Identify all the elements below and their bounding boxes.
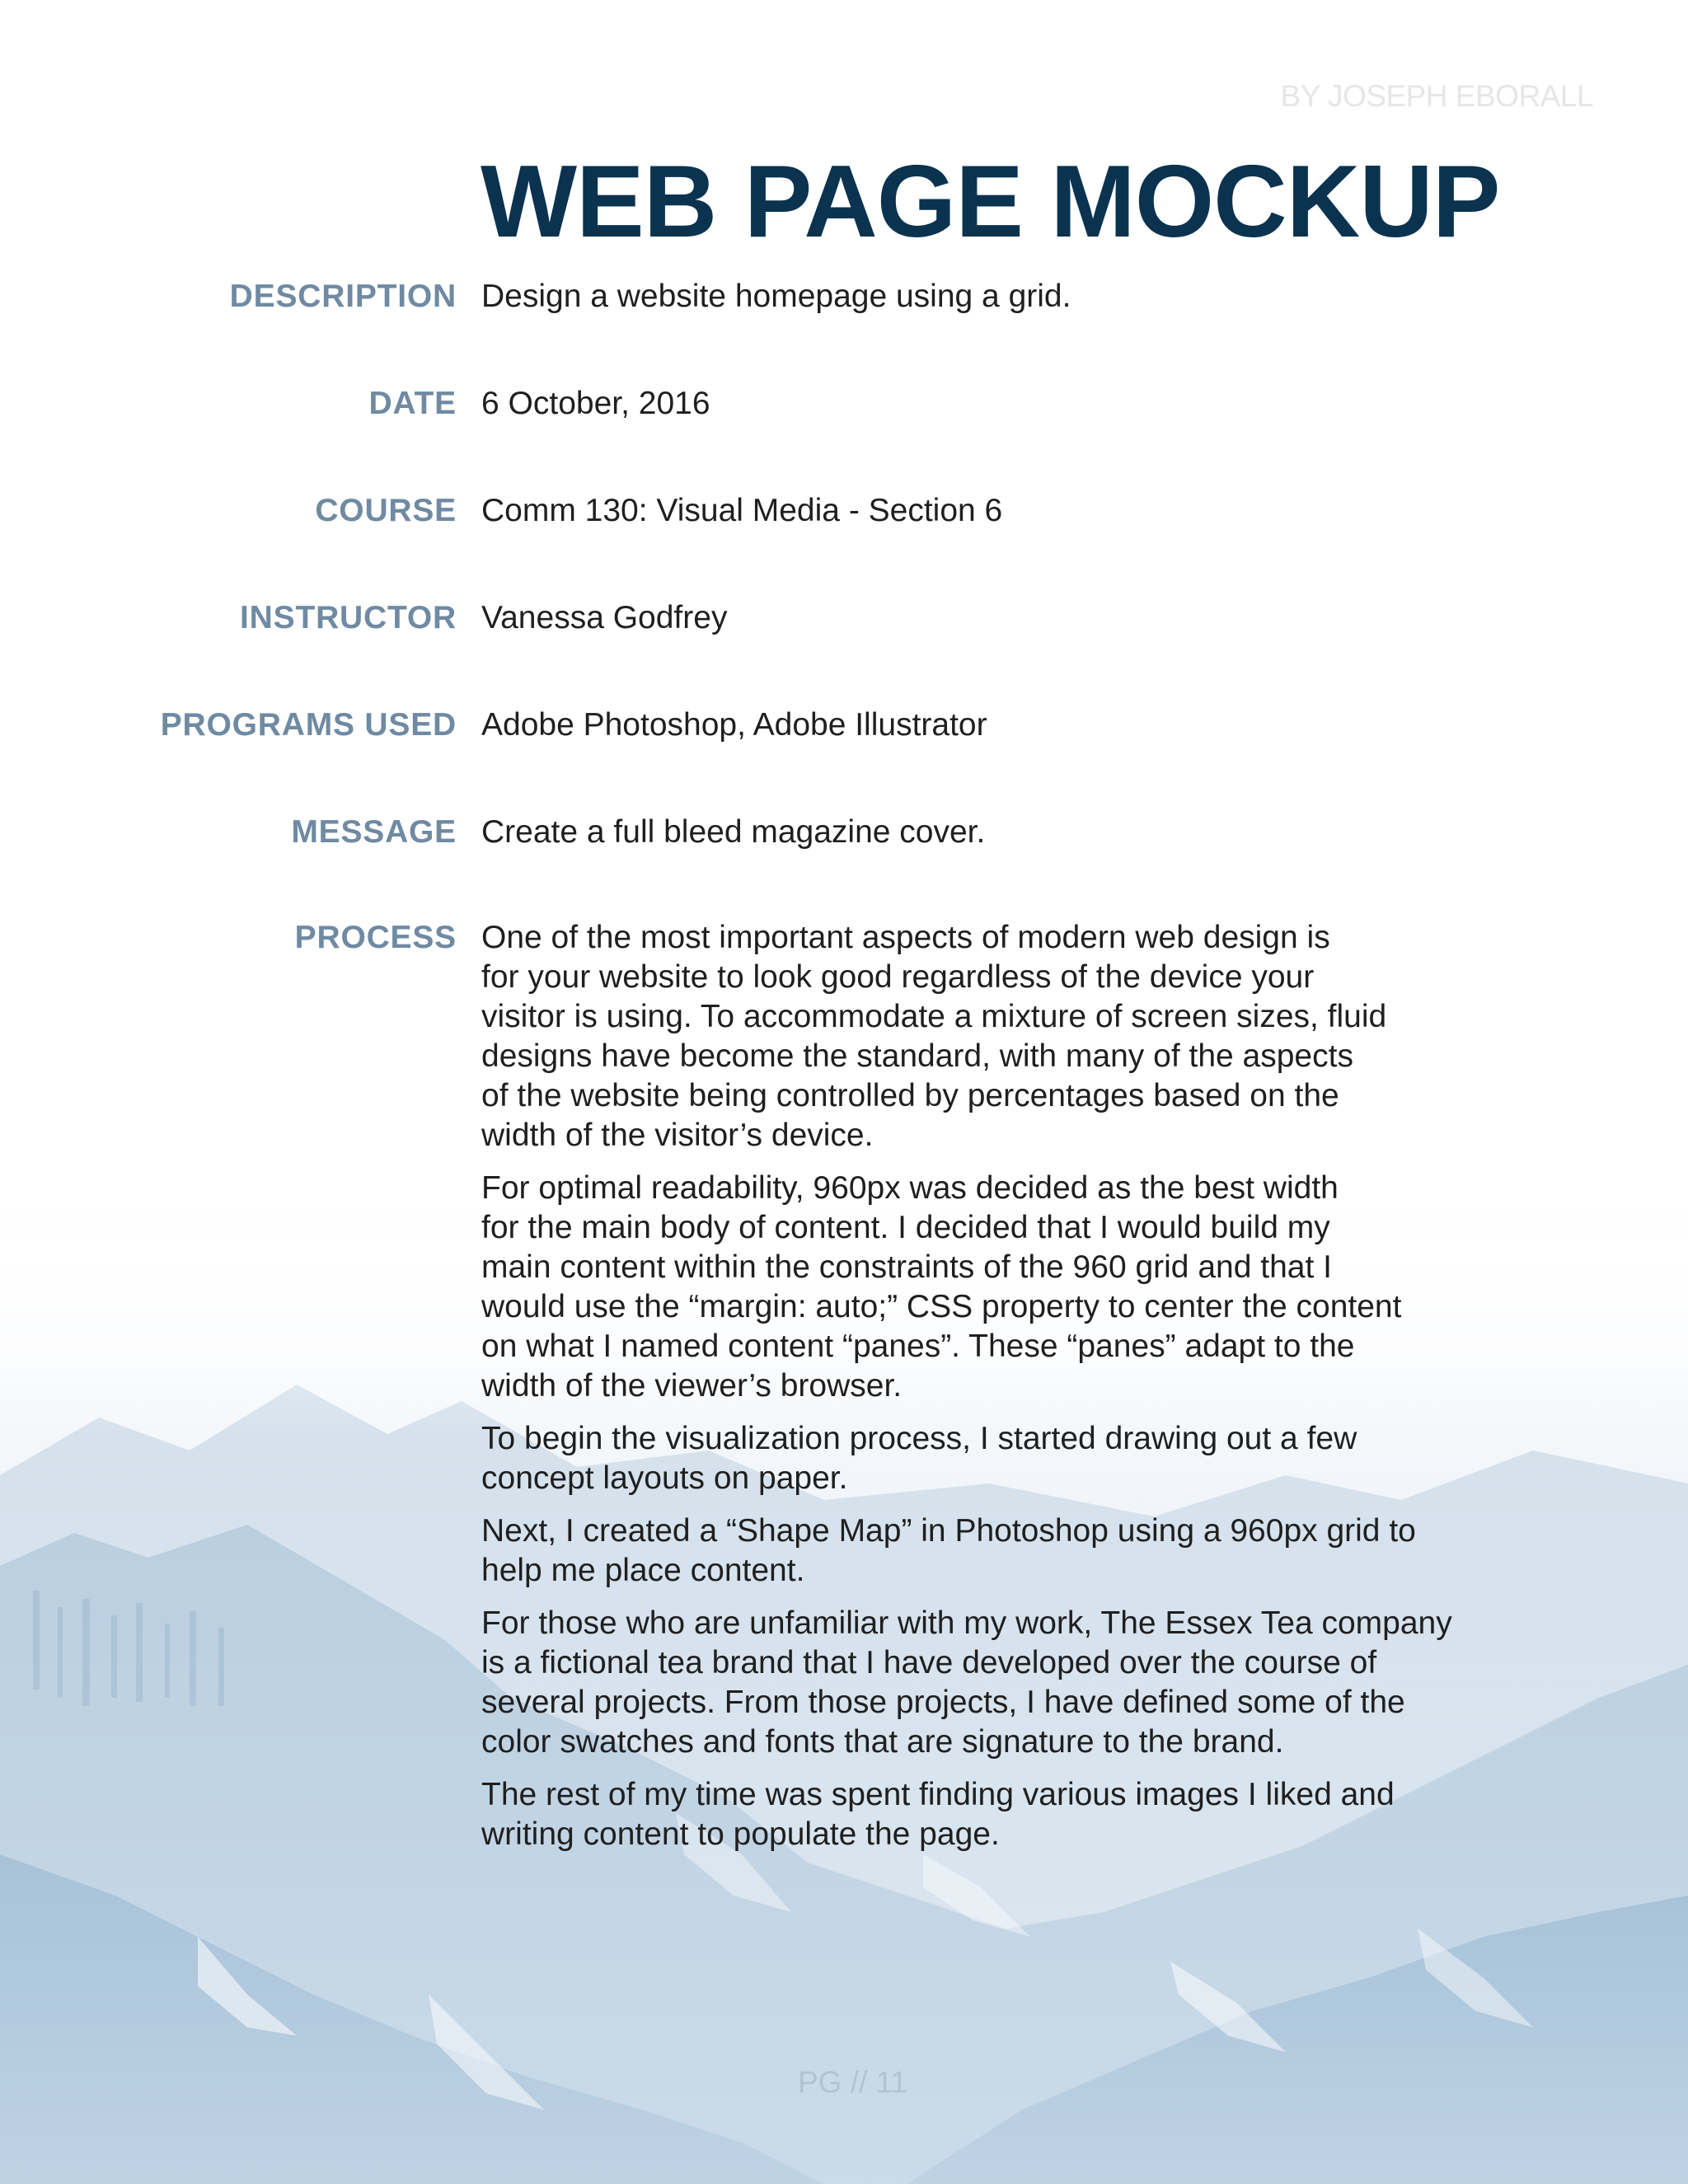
programs-used-value: Adobe Photoshop, Adobe Illustrator — [481, 707, 987, 743]
process-paragraph — [481, 918, 1495, 1155]
text-line: on what I named content “panes”. These “panes” adapt to the — [481, 1329, 1355, 1364]
text-line: concept layouts on paper. — [481, 1460, 848, 1496]
text-line: The rest of my time was spent finding various images I liked and — [481, 1777, 1395, 1812]
instructor-label: INSTRUCTOR — [240, 600, 457, 635]
instructor-value: Vanessa Godfrey — [481, 600, 728, 635]
text-line: Next, I created a “Shape Map” in Photoshop using a 960px grid to — [481, 1513, 1416, 1549]
message-label: MESSAGE — [291, 814, 457, 850]
text-line: for the main body of content. I decided that I would build my — [481, 1210, 1330, 1245]
text-line: for your website to look good regardless of the device your — [481, 959, 1315, 995]
text-line: is a fictional tea brand that I have developed over the course of — [481, 1645, 1377, 1680]
text-line: would use the “margin: auto;” CSS property to center the content — [481, 1289, 1402, 1324]
description-label: DESCRIPTION — [229, 279, 457, 314]
text-line: main content within the constraints of the 960 grid and that I — [481, 1249, 1332, 1285]
text-line: To begin the visualization process, I started drawing out a few — [481, 1421, 1357, 1456]
date-value: 6 October, 2016 — [481, 386, 710, 421]
date-label: DATE — [368, 386, 457, 421]
text-line: width of the viewer’s browser. — [481, 1368, 903, 1404]
process-label: PROCESS — [294, 920, 457, 955]
description-value: Design a website homepage using a grid. — [481, 279, 1071, 314]
text-line: For those who are unfamiliar with my work, The Essex Tea company — [481, 1605, 1452, 1641]
process-body — [481, 918, 1495, 1868]
text-line: several projects. From those projects, I have defined some of the — [481, 1685, 1405, 1720]
programs-used-label: PROGRAMS USED — [160, 707, 457, 743]
process-paragraph — [481, 1775, 1495, 1854]
process-paragraph — [481, 1169, 1495, 1406]
process-paragraph — [481, 1511, 1495, 1591]
page-title: WEB PAGE MOCKUP — [481, 145, 1500, 259]
message-value: Create a full bleed magazine cover. — [481, 814, 986, 850]
text-line: of the website being controlled by percentages based on the — [481, 1078, 1339, 1113]
process-paragraph — [481, 1419, 1495, 1498]
course-value: Comm 130: Visual Media - Section 6 — [481, 493, 1003, 528]
text-line: writing content to populate the page. — [481, 1816, 1000, 1852]
text-line: width of the visitor’s device. — [481, 1118, 874, 1153]
course-label: COURSE — [315, 493, 457, 528]
text-line: help me place content. — [481, 1553, 805, 1588]
text-line: designs have become the standard, with many of the aspects — [481, 1038, 1353, 1074]
page-number: PG // 11 — [798, 2065, 907, 2099]
text-line: visitor is using. To accommodate a mixture of screen sizes, fluid — [481, 999, 1387, 1034]
author-byline: BY JOSEPH EBORALL — [1280, 79, 1593, 113]
text-line: color swatches and fonts that are signature to the brand. — [481, 1724, 1284, 1760]
text-line: For optimal readability, 960px was decided as the best width — [481, 1170, 1339, 1206]
text-line: One of the most important aspects of modern web design is — [481, 920, 1330, 955]
process-paragraph — [481, 1604, 1495, 1762]
